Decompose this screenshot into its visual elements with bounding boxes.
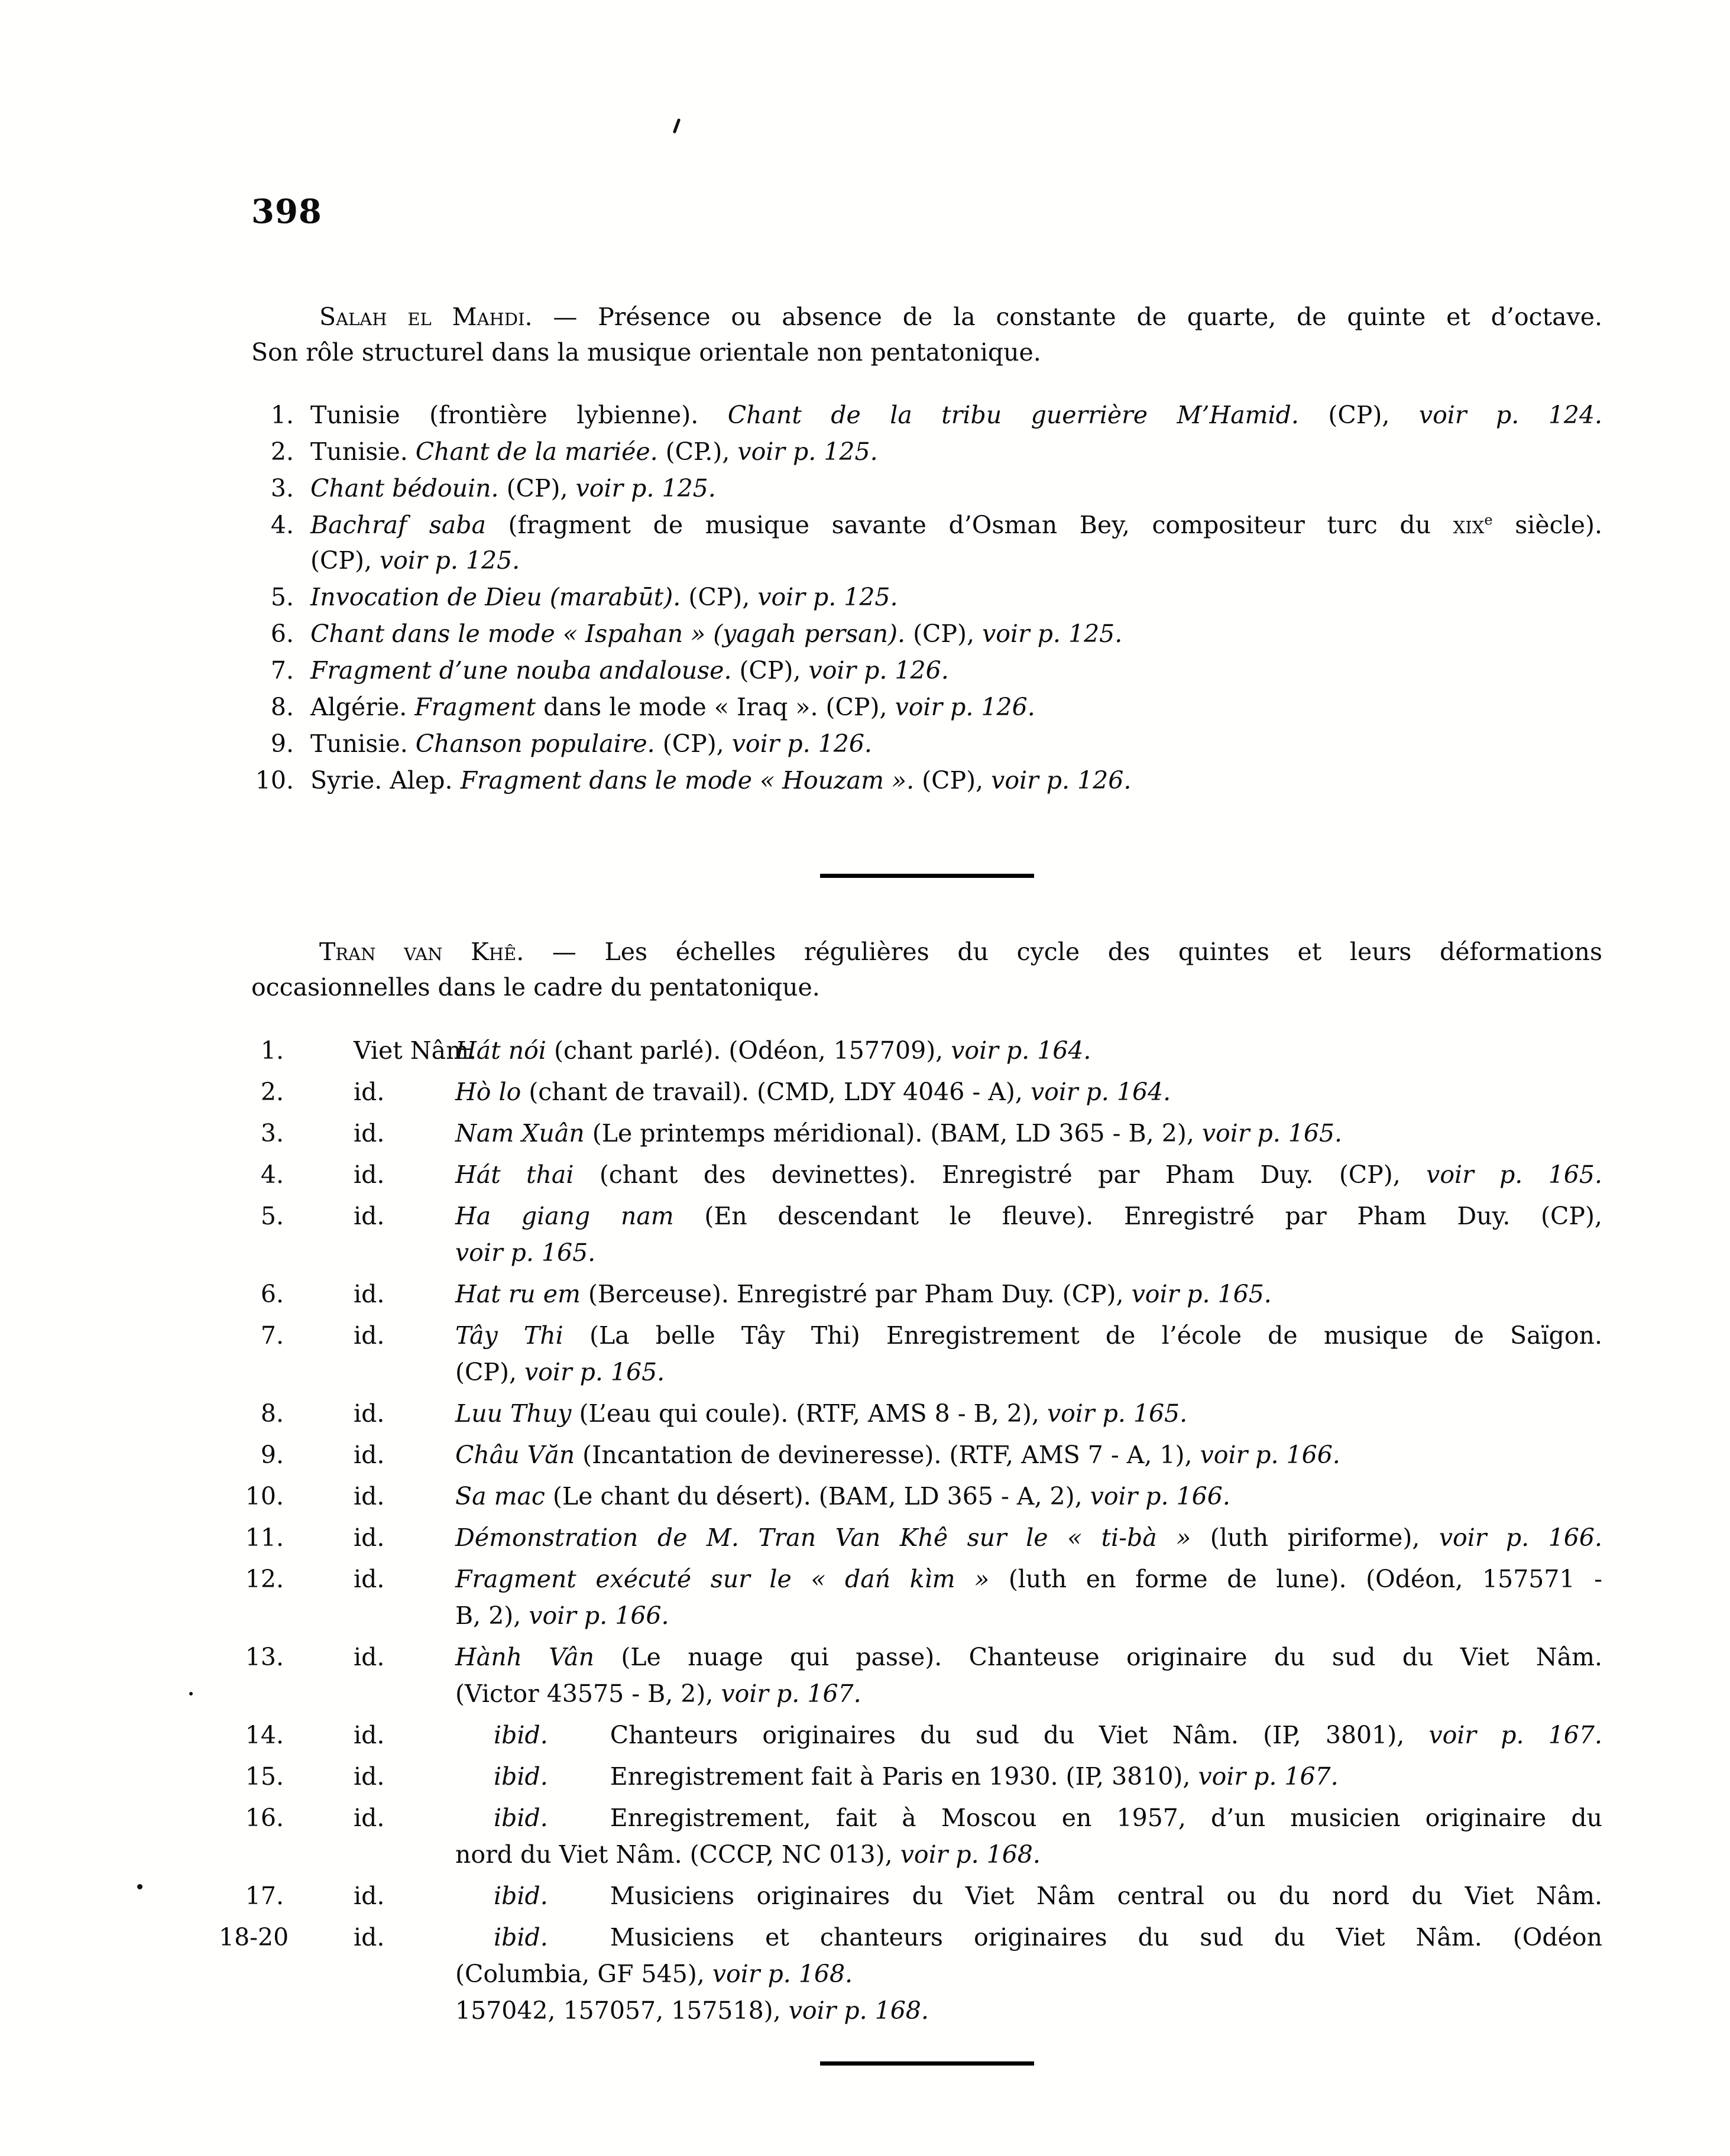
- list-item: [251, 434, 1602, 469]
- entry-line: [455, 1836, 1602, 1873]
- text-segment: Salah el Mahdi: [319, 303, 525, 331]
- entry-text: [455, 1032, 1602, 1069]
- entry-id-column: id.: [354, 1804, 385, 1832]
- text-segment: Chant de la mariée.: [415, 437, 658, 466]
- entry-number: 12.: [245, 1565, 284, 1593]
- entry-text: [455, 1717, 1602, 1753]
- text-segment: (Le nuage qui passe). Chanteuse originaire du sud du Viet Nâm.: [594, 1643, 1602, 1671]
- entry-id-column: id.: [354, 1482, 385, 1510]
- entry-number: 15.: [245, 1762, 284, 1791]
- text-segment: voir p. 125.: [757, 583, 898, 611]
- entry-number: 14.: [245, 1721, 284, 1749]
- entry-line: [310, 543, 1602, 578]
- text-segment: Hò lo: [455, 1078, 521, 1106]
- entry-id-column: id.: [354, 1565, 385, 1593]
- entry-number: 3.: [260, 1119, 284, 1147]
- entry-line: [455, 1919, 1602, 1956]
- entry-text: [310, 507, 1602, 578]
- text-segment: voir p. 165.: [455, 1239, 596, 1267]
- scan-artifact: [189, 1692, 193, 1695]
- text-segment: Hát thai: [455, 1160, 574, 1189]
- entry-number: 7.: [270, 656, 294, 685]
- entry-line: [455, 1878, 1602, 1914]
- entry-text: [310, 726, 1602, 761]
- recording-list: [251, 397, 1602, 798]
- entry-line: [455, 1717, 1602, 1753]
- text-segment: (En descendant le fleuve). Enregistré par Pham Duy. (CP),: [673, 1202, 1602, 1230]
- entry-line: [455, 1156, 1602, 1193]
- entry-line: [455, 1675, 1602, 1712]
- text-segment: (luth en forme de lune). (Odéon, 157571 -: [989, 1565, 1602, 1593]
- entry-text: [455, 1276, 1602, 1312]
- text-segment: voir p. 167.: [1428, 1721, 1602, 1749]
- page-number: 398: [251, 192, 322, 231]
- text-segment: voir p. 165.: [1426, 1160, 1602, 1189]
- entry-number: 5.: [270, 583, 294, 611]
- entry-number: 4.: [270, 511, 294, 539]
- list-item: [251, 689, 1602, 725]
- entry-line: [455, 1115, 1602, 1152]
- entry-text: [310, 616, 1602, 651]
- text-segment: (CP),: [914, 766, 992, 795]
- entry-text: [310, 689, 1602, 725]
- entry-id-column: id.: [354, 1321, 385, 1350]
- entry-text: [310, 471, 1602, 506]
- text-segment: Hành Vân: [455, 1643, 595, 1671]
- entry-id-column: Viet Nâm.: [354, 1036, 477, 1065]
- text-segment: (CP),: [310, 546, 380, 575]
- list-item: [251, 1437, 1602, 1473]
- list-item: [251, 616, 1602, 651]
- entry-line: [310, 689, 1602, 725]
- text-segment: voir p. 166.: [529, 1601, 669, 1630]
- text-segment: Bachraf saba: [310, 511, 508, 539]
- text-segment: (Incantation de devineresse). (RTF, AMS 7 - A, 1),: [575, 1441, 1200, 1469]
- list-item: [219, 1919, 1602, 2029]
- text-segment: Chant bédouin.: [310, 474, 499, 502]
- entry-number: 6.: [270, 620, 294, 648]
- entry-id-column: id.: [354, 1762, 385, 1791]
- entry-text: [310, 653, 1602, 688]
- text-segment: voir p. 125.: [575, 474, 716, 502]
- text-segment: voir p. 168.: [712, 1960, 853, 1988]
- text-segment: (chant des devinettes). Enregistré par Pham Duy. (CP),: [574, 1160, 1427, 1189]
- text-segment: (Le printemps méridional). (BAM, LD 365 - B, 2),: [584, 1119, 1202, 1147]
- list-item: [251, 397, 1602, 433]
- text-segment: Chant de la tribu guerrière M’Hamid.: [727, 401, 1299, 429]
- entry-line: [455, 1354, 1602, 1390]
- entry-number: 13.: [245, 1643, 284, 1671]
- entry-text: [310, 397, 1602, 433]
- text-segment: (CP),: [455, 1358, 525, 1386]
- text-segment: (CP),: [655, 730, 732, 758]
- text-segment: (Berceuse). Enregistré par Pham Duy. (CP),: [580, 1280, 1132, 1308]
- ibid-label: ibid.: [494, 1721, 548, 1749]
- text-segment: Algérie.: [310, 693, 415, 721]
- text-segment: voir p. 166.: [1200, 1441, 1340, 1469]
- text-segment: Son rôle structurel dans la musique orientale non pentatonique.: [251, 338, 1041, 367]
- section-tran-van-khe: [219, 934, 1602, 2029]
- section-salah-el-mahdi: [251, 299, 1602, 798]
- text-segment: Chant dans le mode « Ispahan » (yagah persan).: [310, 620, 906, 648]
- text-segment: voir p. 167.: [721, 1680, 861, 1708]
- list-item: [251, 653, 1602, 688]
- list-item: [245, 1800, 1602, 1873]
- text-segment: Sa mac: [455, 1482, 545, 1510]
- entry-text: [455, 1758, 1602, 1795]
- list-item: [251, 1074, 1602, 1110]
- entry-number: 1.: [270, 401, 294, 429]
- section-heading: [251, 934, 1602, 1005]
- entry-line: [455, 1234, 1602, 1271]
- text-segment: voir p. 125.: [982, 620, 1123, 648]
- entry-text: [455, 1317, 1602, 1390]
- list-item: [251, 579, 1602, 615]
- entry-line: [310, 579, 1602, 615]
- list-item: [251, 1395, 1602, 1432]
- heading-line: [251, 970, 1602, 1005]
- ibid-label: ibid.: [494, 1804, 548, 1832]
- entry-number: 16.: [245, 1804, 284, 1832]
- entry-text: [455, 1561, 1602, 1634]
- text-segment: Démonstration de M. Tran Van Khê sur le « ti-bà »: [455, 1523, 1191, 1552]
- text-segment: . — Présence ou absence de la constante de quarte, de quinte et d’octave.: [524, 303, 1602, 331]
- text-segment: voir p. 126.: [991, 766, 1132, 795]
- section-divider-rule: [820, 874, 1034, 878]
- text-segment: Fragment exécuté sur le « dań kìm »: [455, 1565, 990, 1593]
- text-segment: voir p. 168.: [900, 1840, 1041, 1869]
- list-item: [245, 1758, 1602, 1795]
- list-item: [251, 763, 1602, 798]
- entry-line: [455, 1276, 1602, 1312]
- entry-text: [310, 763, 1602, 798]
- text-segment: voir p. 126.: [895, 693, 1035, 721]
- text-segment: Tunisie.: [310, 437, 416, 466]
- entry-line: [455, 1437, 1602, 1473]
- end-divider-rule: [820, 2061, 1034, 2066]
- text-segment: B, 2),: [455, 1601, 529, 1630]
- entry-text: [310, 434, 1602, 469]
- text-segment: Tunisie.: [310, 730, 416, 758]
- entry-number: 11.: [245, 1523, 284, 1552]
- entry-line: [455, 1992, 1602, 2029]
- ibid-label: ibid.: [494, 1923, 548, 1951]
- text-segment: dans le mode « Iraq ». (CP),: [536, 693, 895, 721]
- text-segment: voir p. 168.: [788, 1996, 929, 2025]
- entry-text: [455, 1395, 1602, 1432]
- entry-line: [310, 653, 1602, 688]
- entry-number: 5.: [260, 1202, 284, 1230]
- text-segment: nord du Viet Nâm. (CCCP, NC 013),: [455, 1840, 900, 1869]
- entry-number: 9.: [270, 730, 294, 758]
- entry-text: [455, 1115, 1602, 1152]
- entry-line: [455, 1198, 1602, 1234]
- entry-id-column: id.: [354, 1923, 385, 1951]
- entry-text: [455, 1156, 1602, 1193]
- entry-text: [455, 1478, 1602, 1515]
- entry-line: [455, 1561, 1602, 1597]
- list-item: [251, 471, 1602, 506]
- list-item: [245, 1478, 1602, 1515]
- text-segment: Fragment d’une nouba andalouse.: [310, 656, 732, 685]
- text-segment: Tran van Khê: [319, 938, 517, 966]
- entry-number: 17.: [245, 1882, 284, 1910]
- entry-text: [455, 1800, 1602, 1873]
- entry-number: 4.: [260, 1160, 284, 1189]
- heading-line: [251, 335, 1602, 370]
- text-segment: Fragment: [414, 693, 536, 721]
- text-segment: Chanteurs originaires du sud du Viet Nâm. (IP, 3801),: [610, 1721, 1429, 1749]
- list-item: [251, 507, 1602, 578]
- text-segment: (chant de travail). (CMD, LDY 4046 - A),: [521, 1078, 1031, 1106]
- entry-text: [455, 1437, 1602, 1473]
- text-segment: 157042, 157057, 157518),: [455, 1996, 789, 2025]
- text-segment: voir p. 164.: [1030, 1078, 1171, 1106]
- text-segment: (Le chant du désert). (BAM, LD 365 - A, 2),: [545, 1482, 1090, 1510]
- entry-text: [455, 1878, 1602, 1914]
- text-segment: (CP),: [681, 583, 758, 611]
- list-item: [251, 1317, 1602, 1390]
- entry-number: 2.: [260, 1078, 284, 1106]
- text-segment: (CP),: [498, 474, 576, 502]
- list-item: [251, 1198, 1602, 1271]
- entry-line: [455, 1032, 1602, 1069]
- entry-number: 3.: [270, 474, 294, 502]
- text-segment: Tây Thi: [455, 1321, 563, 1350]
- text-segment: voir p. 165.: [1201, 1119, 1343, 1147]
- entry-number: 8.: [270, 693, 294, 721]
- entry-id-column: id.: [354, 1721, 385, 1749]
- entry-id-column: id.: [354, 1523, 385, 1552]
- text-segment: Hát nói: [455, 1036, 546, 1065]
- entry-line: [310, 507, 1602, 543]
- heading-line: [251, 934, 1602, 970]
- entry-number: 6.: [260, 1280, 284, 1308]
- entry-line: [455, 1478, 1602, 1515]
- entry-number: 1.: [260, 1036, 284, 1065]
- ibid-label: ibid.: [494, 1762, 548, 1791]
- text-segment: Châu Văn: [455, 1441, 575, 1469]
- text-segment: (L’eau qui coule). (RTF, AMS 8 - B, 2),: [571, 1399, 1047, 1428]
- text-segment: (La belle Tây Thi) Enregistrement de l’école de musique de Saïgon.: [563, 1321, 1602, 1350]
- entry-id-column: id.: [354, 1643, 385, 1671]
- entry-id-column: id.: [354, 1399, 385, 1428]
- list-item: [251, 726, 1602, 761]
- text-segment: voir p. 165.: [1131, 1280, 1272, 1308]
- text-segment: voir p. 125.: [737, 437, 878, 466]
- text-segment: Luu Thuy: [455, 1399, 572, 1428]
- text-segment: (Columbia, GF 545),: [455, 1960, 712, 1988]
- entry-line: [455, 1800, 1602, 1836]
- text-segment: Musiciens et chanteurs originaires du sud du Viet Nâm. (Odéon: [610, 1923, 1602, 1951]
- list-item: [245, 1878, 1602, 1914]
- entry-text: [310, 579, 1602, 615]
- entry-number: 10.: [255, 766, 294, 795]
- text-segment: (chant parlé). (Odéon, 157709),: [546, 1036, 951, 1065]
- text-segment: voir p. 167.: [1198, 1762, 1339, 1791]
- text-segment: voir p. 165.: [1047, 1399, 1188, 1428]
- text-segment: voir p. 164.: [951, 1036, 1091, 1065]
- scan-artifact: [137, 1884, 142, 1889]
- text-segment: Nam Xuân: [455, 1119, 585, 1147]
- text-segment: Enregistrement, fait à Moscou en 1957, d’un musicien originaire du: [610, 1804, 1602, 1832]
- entry-line: [455, 1074, 1602, 1110]
- list-item: [245, 1519, 1602, 1556]
- ibid-label: ibid.: [494, 1882, 548, 1910]
- text-segment: Ha giang nam: [455, 1202, 674, 1230]
- text-segment: (fragment de musique savante d’Osman Bey, compositeur turc du: [508, 511, 1453, 539]
- text-segment: voir p. 166.: [1439, 1523, 1602, 1552]
- list-item: [251, 1276, 1602, 1312]
- text-segment: Fragment dans le mode « Houzam ».: [460, 766, 915, 795]
- text-segment: voir p. 166.: [1090, 1482, 1230, 1510]
- text-segment: (CP.),: [657, 437, 738, 466]
- entry-line: [455, 1519, 1602, 1556]
- entry-number: 2.: [270, 437, 294, 466]
- list-item: [251, 1115, 1602, 1152]
- text-segment: siècle).: [1492, 511, 1602, 539]
- entry-line: [310, 726, 1602, 761]
- list-item: [251, 1032, 1602, 1069]
- entry-line: [310, 471, 1602, 506]
- text-segment: (Victor 43575 - B, 2),: [455, 1680, 721, 1708]
- entry-line: [310, 397, 1602, 433]
- entry-line: [455, 1597, 1602, 1634]
- text-segment: (luth piriforme),: [1191, 1523, 1439, 1552]
- entry-text: [455, 1639, 1602, 1712]
- entry-text: [455, 1919, 1602, 2029]
- entry-id-column: id.: [354, 1119, 385, 1147]
- entry-id-column: id.: [354, 1280, 385, 1308]
- scan-artifact: [673, 118, 681, 134]
- text-segment: (CP),: [731, 656, 809, 685]
- text-segment: voir p. 126.: [808, 656, 949, 685]
- text-segment: voir p. 126.: [731, 730, 872, 758]
- text-segment: Hat ru em: [455, 1280, 581, 1308]
- entry-number: 18-20: [219, 1923, 289, 1951]
- entry-id-column: id.: [354, 1441, 385, 1469]
- recording-list: [219, 1032, 1602, 2029]
- list-item: [245, 1639, 1602, 1712]
- entry-line: [455, 1639, 1602, 1675]
- entry-line: [310, 616, 1602, 651]
- text-segment: Tunisie (frontière lybienne).: [310, 401, 728, 429]
- entry-line: [455, 1395, 1602, 1432]
- entry-number: 8.: [260, 1399, 284, 1428]
- text-segment: Syrie. Alep.: [310, 766, 461, 795]
- entry-number: 10.: [245, 1482, 284, 1510]
- entry-number: 7.: [260, 1321, 284, 1350]
- list-item: [251, 1156, 1602, 1193]
- text-segment: (CP),: [1298, 401, 1419, 429]
- entry-text: [455, 1074, 1602, 1110]
- list-item: [245, 1717, 1602, 1753]
- entry-id-column: id.: [354, 1202, 385, 1230]
- text-segment: xix: [1453, 511, 1485, 539]
- heading-line: [251, 299, 1602, 335]
- entry-id-column: id.: [354, 1882, 385, 1910]
- list-item: [245, 1561, 1602, 1634]
- entry-number: 9.: [260, 1441, 284, 1469]
- text-segment: (CP),: [905, 620, 983, 648]
- entry-id-column: id.: [354, 1078, 385, 1106]
- text-segment: voir p. 125.: [380, 546, 520, 575]
- text-segment: . — Les échelles régulières du cycle des quintes et leurs déformations: [516, 938, 1602, 966]
- entry-text: [455, 1519, 1602, 1556]
- entry-line: [310, 434, 1602, 469]
- text-segment: Invocation de Dieu (marabūt).: [310, 583, 681, 611]
- text-segment: Chanson populaire.: [415, 730, 655, 758]
- entry-text: [455, 1198, 1602, 1271]
- entry-line: [455, 1758, 1602, 1795]
- text-segment: occasionnelles dans le cadre du pentatonique.: [251, 973, 820, 1001]
- text-segment: Musiciens originaires du Viet Nâm central ou du nord du Viet Nâm.: [610, 1882, 1602, 1910]
- text-segment: Enregistrement fait à Paris en 1930. (IP, 3810),: [610, 1762, 1198, 1791]
- section-heading: [251, 299, 1602, 370]
- entry-line: [310, 763, 1602, 798]
- entry-line: [455, 1317, 1602, 1354]
- text-segment: voir p. 124.: [1418, 401, 1602, 429]
- entry-id-column: id.: [354, 1160, 385, 1189]
- text-segment: voir p. 165.: [524, 1358, 665, 1386]
- entry-line: [455, 1956, 1602, 1992]
- text-segment: e: [1484, 511, 1493, 529]
